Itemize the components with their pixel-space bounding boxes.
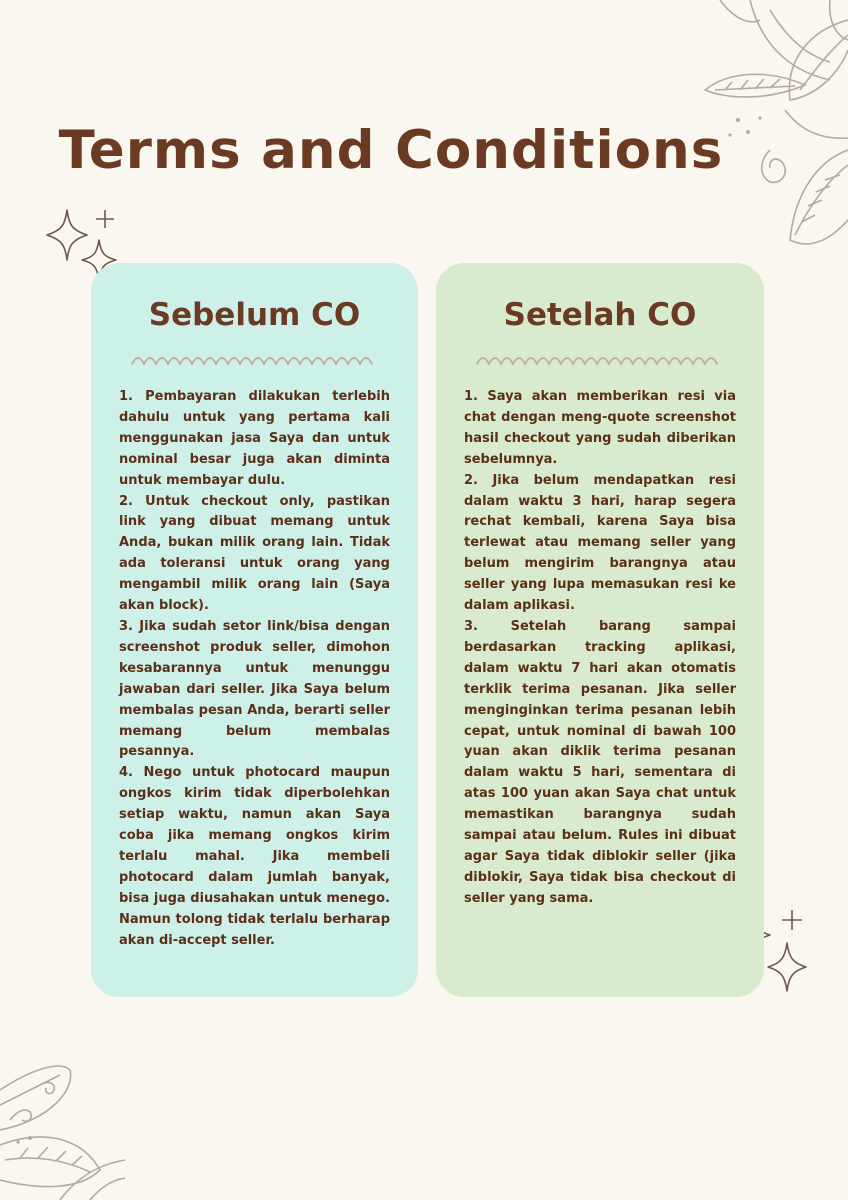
card-heading: Setelah CO bbox=[503, 297, 697, 333]
terms-list bbox=[464, 387, 736, 910]
floral-decoration-icon bbox=[0, 1050, 130, 1200]
list-item: 2. Untuk checkout only, pastikan link yang dibuat memang untuk Anda, bukan milik orang lain. Tidak ada toleransi untuk orang yang mengambil milik orang lain (Saya akan block). bbox=[119, 493, 390, 614]
list-item: 2. Jika belum mendapatkan resi dalam waktu 3 hari, harap segera rechat kembali, karena Saya bisa terlewat atau memang seller yang belum mengirim barangnya atau seller yang lupa memasukan resi ke dalam aplikasi. bbox=[464, 472, 736, 614]
terms-card-after-checkout bbox=[436, 263, 764, 997]
list-item: 1. Pembayaran dilakukan terlebih dahulu untuk yang pertama kali menggunakan jasa Saya dan untuk nominal besar juga akan diminta untuk membayar dulu. bbox=[119, 389, 390, 488]
list-item: 3. Jika sudah setor link/bisa dengan screenshot produk seller, dimohon kesabarannya untuk menunggu jawaban dari seller. Jika Saya belum membalas pesan Anda, berarti seller memang belum membalas pesannya. bbox=[119, 618, 390, 760]
terms-card-before-checkout bbox=[91, 263, 418, 997]
list-item: 3. Setelah barang sampai berdasarkan tracking aplikasi, dalam waktu 7 hari akan otomatis terklik terima pesanan. Jika seller menginginkan terima pesanan lebih cepat, untuk nominal di bawah 100 yuan akan diklik terima pesanan dalam waktu 5 hari, sementara di atas 100 yuan akan Saya chat untuk memastikan barangnya sudah sampai atau belum. Rules ini dibuat agar Saya tidak diblokir seller (jika diblokir, Saya tidak bisa checkout di seller yang sama. bbox=[464, 618, 736, 906]
terms-list bbox=[119, 387, 390, 951]
wavy-divider-icon bbox=[130, 351, 380, 367]
page-title: Terms and Conditions bbox=[58, 120, 724, 181]
list-item: 1. Saya akan memberikan resi via chat dengan meng-quote screenshot hasil checkout yang sudah diberikan sebelumnya. bbox=[464, 389, 736, 467]
card-heading: Sebelum CO bbox=[148, 297, 361, 333]
list-item: 4. Nego untuk photocard maupun ongkos kirim tidak diperbolehkan setiap waktu, namun akan Saya coba jika memang ongkos kirim terlalu mahal. Jika membeli photocard dalam jumlah banyak, bisa juga diusahakan untuk menego. Namun tolong tidak terlalu berharap akan di-accept seller. bbox=[119, 765, 390, 948]
wavy-divider-icon bbox=[475, 351, 725, 367]
